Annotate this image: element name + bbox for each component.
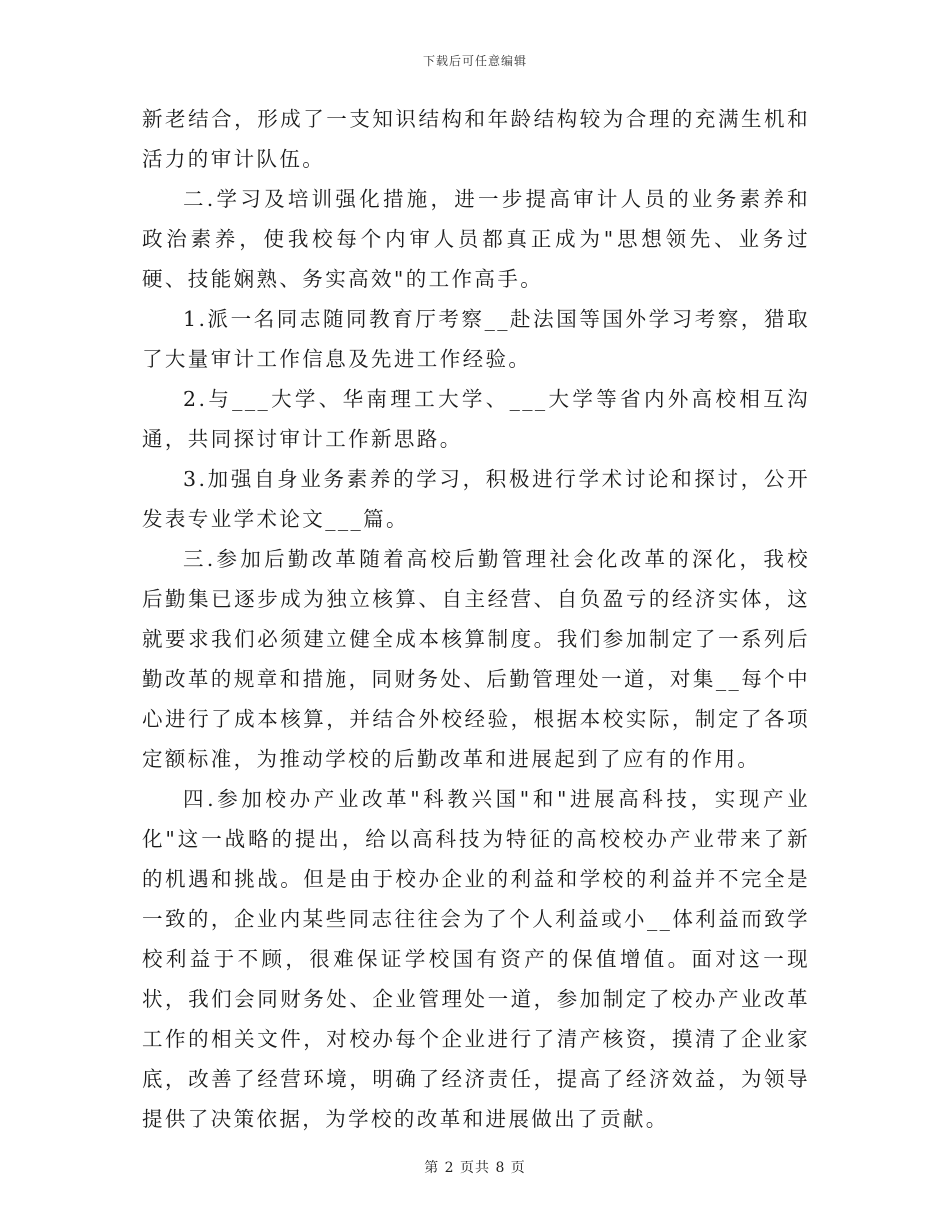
paragraph-section-4: 四.参加校办产业改革"科教兴国"和"进展高科技，实现产业化"这一战略的提出，给以高科技为特征的高校校办产业带来了新的机遇和挑战。但是由于校办企业的利益和学校的利益并不完全是一致的，企业内某些同志往往会为了个人利益或小__体利益而致学校利益于不顾，很难保证学校国有资产的保值增值。面对这一现状，我们会同财务处、企业管理处一道，参加制定了校办产业改革工作的相关文件，对校办每个企业进行了清产核资，摸清了企业家底，改善了经营环境，明确了经济责任，提高了经济效益，为领导提供了决策依据，为学校的改革和进展做出了贡献。 bbox=[142, 787, 810, 1131]
paragraph-item-2: 2.与___大学、华南理工大学、___大学等省内外高校相互沟通，共同探讨审计工作新思路。 bbox=[142, 387, 810, 451]
paragraph-section-3: 三.参加后勤改革随着高校后勤管理社会化改革的深化，我校后勤集已逐步成为独立核算、自主经营、自负盈亏的经济实体，这就要求我们必须建立健全成本核算制度。我们参加制定了一系列后勤改革的规章和措施，同财务处、后勤管理处一道，对集__每个中心进行了成本核算，并结合外校经验，根据本校实际，制定了各项定额标准，为推动学校的后勤改革和进展起到了应有的作用。 bbox=[142, 547, 810, 771]
document-body bbox=[142, 99, 810, 1139]
paragraph-item-1: 1.派一名同志随同教育厅考察__赴法国等国外学习考察，猎取了大量审计工作信息及先进工作经验。 bbox=[142, 307, 810, 371]
paragraph-section-2: 二.学习及培训强化措施，进一步提高审计人员的业务素养和政治素养，使我校每个内审人员都真正成为"思想领先、业务过硬、技能娴熟、务实高效"的工作高手。 bbox=[142, 187, 810, 291]
paragraph-continuation: 新老结合，形成了一支知识结构和年龄结构较为合理的充满生机和活力的审计队伍。 bbox=[142, 107, 810, 171]
paragraph-item-3: 3.加强自身业务素养的学习，积极进行学术讨论和探讨，公开发表专业学术论文___篇。 bbox=[142, 467, 810, 531]
page-header: 下载后可任意编辑 bbox=[422, 54, 527, 68]
page-number: 第 2 页共 8 页 bbox=[424, 1160, 526, 1176]
